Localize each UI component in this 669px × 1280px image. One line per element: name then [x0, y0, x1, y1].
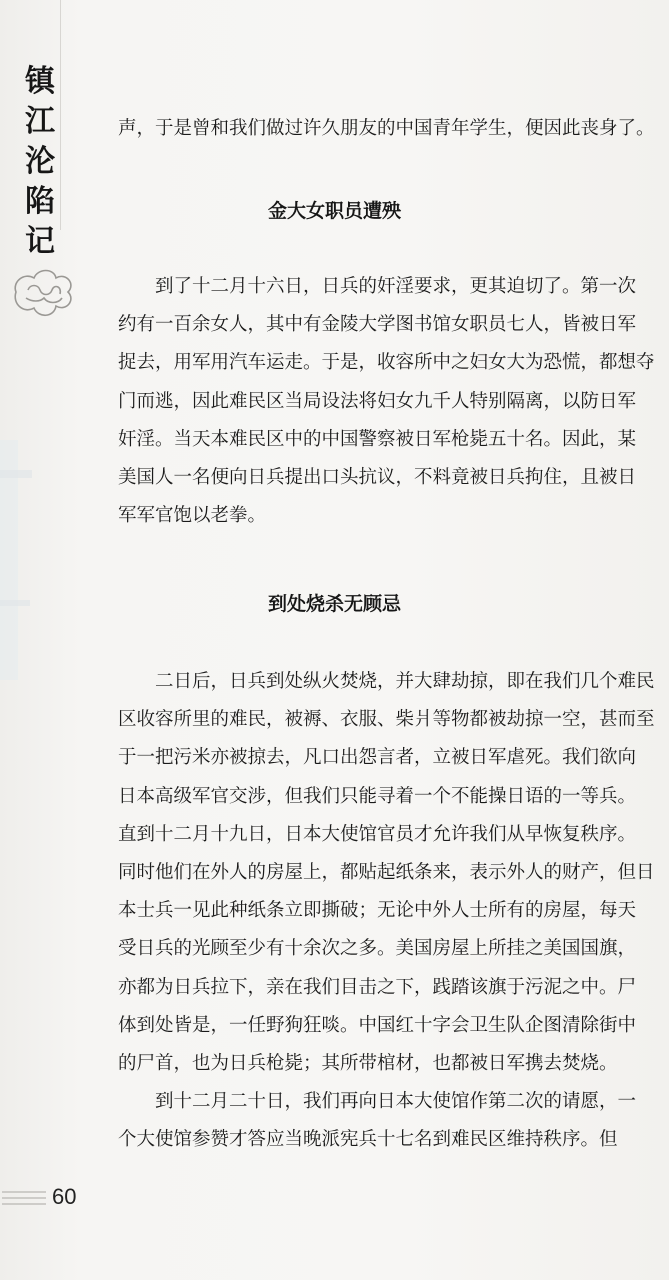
body-line: 的尸首，也为日兵枪毙；其所带棺材，也都被日军携去焚烧。	[118, 1052, 618, 1074]
body-line: 亦都为日兵拉下，亲在我们目击之下，践踏该旗于污泥之中。尸	[118, 976, 637, 998]
running-title-char: 江	[25, 104, 55, 139]
cloud-ornament-icon	[10, 262, 78, 324]
body-line: 奸淫。当天本难民区中的中国警察被日军枪毙五十名。因此，某	[118, 428, 637, 450]
page-number-ornament	[0, 1186, 50, 1210]
body-line: 体到处皆是，一任野狗狂啖。中国红十字会卫生队企图清除街中	[118, 1014, 637, 1036]
body-line: 捉去，用军用汽车运走。于是，收容所中之妇女大为恐慌，都想夺	[118, 352, 655, 374]
body-line: 区收容所里的难民，被褥、衣服、柴爿等物都被劫掠一空，甚而至	[118, 709, 655, 731]
section-heading: 到处烧杀无顾忌	[267, 593, 401, 615]
body-line: 个大使馆参赞才答应当晚派宪兵十七名到难民区维持秩序。但	[118, 1129, 618, 1151]
body-line: 直到十二月十九日，日本大使馆官员才允许我们从早恢复秩序。	[118, 823, 637, 845]
running-title-char: 沦	[25, 144, 55, 179]
body-line: 军军官饱以老拳。	[118, 505, 267, 527]
body-line: 声，于是曾和我们做过许久朋友的中国青年学生，便因此丧身了。	[118, 118, 655, 139]
body-line: 美国人一名便向日兵提出口头抗议，不料竟被日兵拘住，且被日	[118, 466, 637, 488]
page-number: 60	[52, 1184, 77, 1209]
page-edge-shadow	[0, 440, 40, 700]
body-line: 受日兵的光顾至少有十余次之多。美国房屋上所挂之美国国旗，	[118, 938, 637, 960]
running-title	[20, 62, 60, 262]
body-text-top	[118, 110, 669, 148]
running-title-char: 陷	[25, 184, 55, 219]
section-heading: 金大女职员遭殃	[267, 200, 401, 222]
body-line: 约有一百余女人，其中有金陵大学图书馆女职员七人，皆被日军	[118, 314, 637, 336]
body-line: 门而逃，因此难民区当局设法将妇女九千人特别隔离，以防日军	[118, 390, 637, 412]
section1-body	[118, 268, 669, 535]
body-line: 到了十二月十六日，日兵的奸淫要求，更其迫切了。第一次	[155, 276, 637, 297]
body-line: 日本高级军官交涉，但我们只能寻着一个不能操日语的一等兵。	[118, 785, 637, 807]
body-line: 二日后，日兵到处纵火焚烧，并大肆劫掠，即在我们几个难民	[155, 671, 655, 692]
running-title-char: 记	[25, 224, 55, 259]
body-line: 同时他们在外人的房屋上，都贴起纸条来，表示外人的财产，但日	[118, 861, 655, 883]
section2-body	[118, 663, 669, 1159]
body-line: 到十二月二十日，我们再向日本大使馆作第二次的请愿，一	[155, 1091, 637, 1113]
body-line: 于一把污米亦被掠去，凡口出怨言者，立被日军虐死。我们欲向	[118, 747, 637, 769]
body-line: 本士兵一见此种纸条立即撕破；无论中外人士所有的房屋，每天	[118, 900, 637, 922]
running-title-char: 镇	[25, 64, 55, 99]
